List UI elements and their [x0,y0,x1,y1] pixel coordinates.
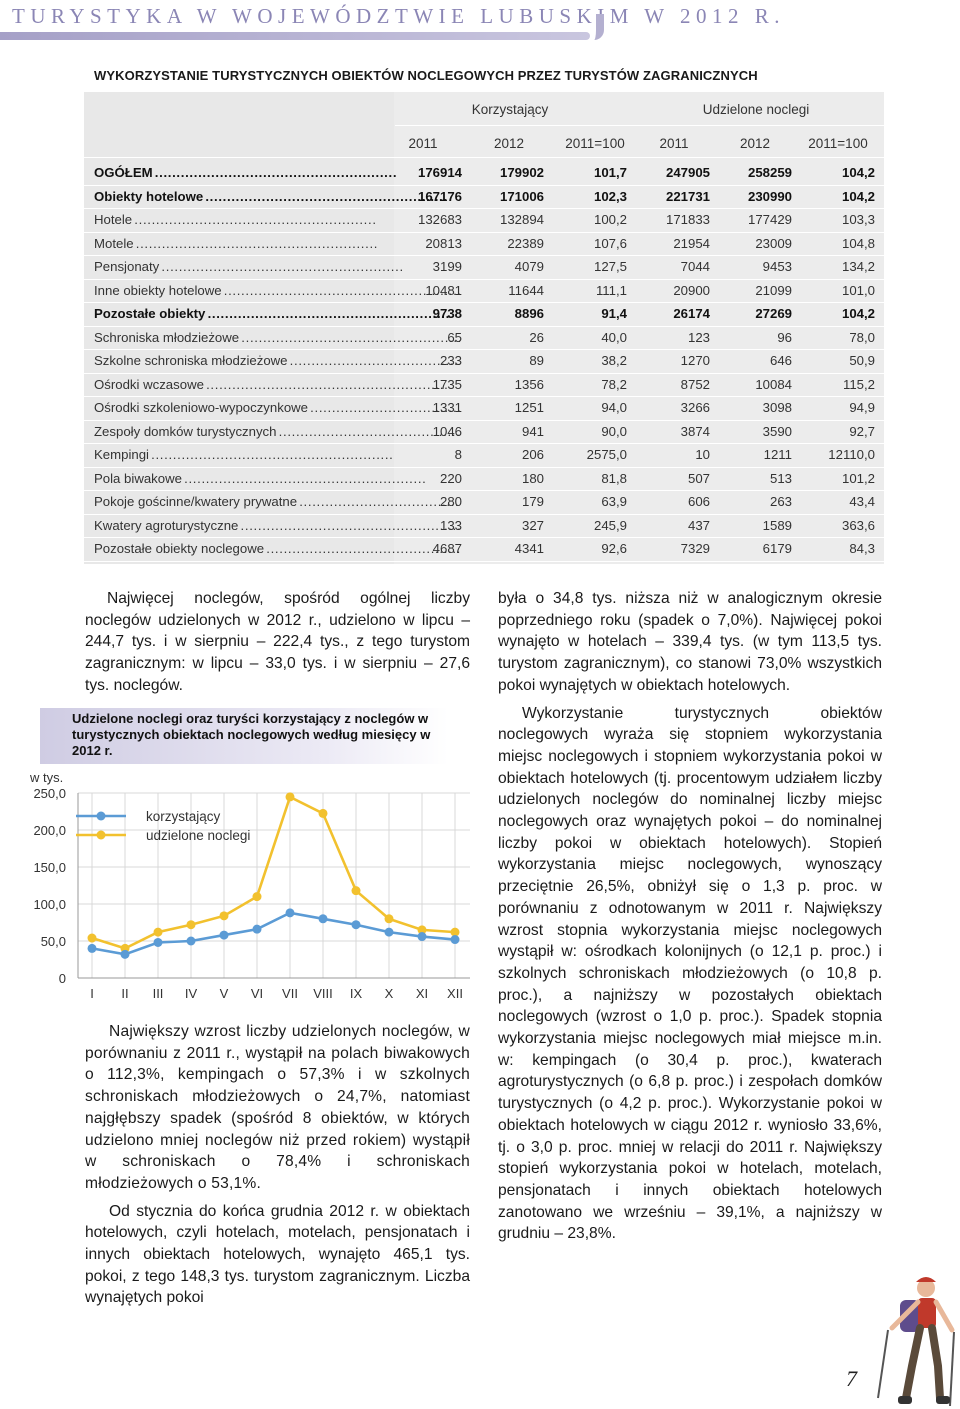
y-tick-label: 150,0 [33,860,66,875]
table-row [84,538,884,562]
data-point [319,914,328,923]
table-cell: 3590 [762,423,792,439]
data-point [451,935,460,944]
data-point [154,928,163,937]
row-label: Obiekty hotelowe . . . [94,189,460,204]
table-cell: 100,2 [593,212,627,227]
x-tick-label: IX [349,986,363,1001]
table-cell: 104,2 [841,165,875,180]
table-cell: 6179 [762,541,792,556]
legend-label: korzystający [146,809,221,824]
data-point [187,937,196,946]
table-cell: 96 [777,329,792,345]
table-cell: 89 [529,353,544,368]
page-header [0,0,960,44]
paragraph-growth: Największy wzrost liczby udzielonych noclegów, w porównaniu z 2011 r., wystąpił na polach biwakowych o 112,3%, kempingach o 57,3% i w szkolnych schroniskach młodzieżowych o 24,7%, natomiast najgłębszy spadek (spośród 8 obiektów, w których udzielono mniej noclegów niż przed rokiem) wystąpił w schroniskach o 78,4% i schroniskach młodzieżowych o 53,1%. [85,1023,470,1192]
table-cell: 10084 [755,376,792,392]
table-cell: 171833 [665,212,710,227]
data-point [220,911,229,920]
data-point [88,944,97,953]
table-row [84,468,884,492]
table-cell: 21954 [673,235,710,251]
table-row [84,444,884,468]
legend-label: udzielone noclegi [146,828,251,843]
table-cell: 111,1 [595,282,627,298]
table-cell: 1735 [432,376,462,392]
hiker-illustration [876,1270,960,1409]
table-cell: 437 [687,517,710,533]
table-cell: 233 [439,353,462,368]
row-label: Ośrodki szkoleniowo-wypoczynkowe . . . [94,400,460,415]
x-tick-label: XII [447,986,463,1001]
table-cell: 43,4 [849,494,875,509]
table-cell: 4079 [514,259,544,274]
sub-header: 2012 [739,136,771,151]
table-cell: 8752 [680,376,710,392]
table-cell: 179 [521,494,544,509]
table-cell: 167176 [417,188,462,204]
data-point [121,950,130,959]
data-point [385,928,394,937]
table-cell: 177429 [747,212,792,227]
table-cell: 8 [454,447,462,462]
series-line [92,913,455,954]
paragraph-rooms-continued: była o 34,8 tys. niższa niż w analogicznym okresie poprzedniego roku (spadek o 7,0%). Najwięcej pokoi wynajęto w hotelach – 339,4 tys. (w tym 113,5 tys. turystom zagranicznym), co stanowi 73,0% wszystkich pokoi wynajętych w obiektach hotelowych. [498,590,882,694]
table-cell: 23009 [755,235,792,251]
header-bar-end [574,14,604,40]
table-cell: 3199 [432,259,462,274]
x-tick-label: X [384,986,394,1001]
x-tick-label: XI [415,986,429,1001]
table-cell: 263 [769,494,792,509]
y-tick-label: 50,0 [40,934,66,949]
table-cell: 22389 [507,235,544,251]
sub-header: 2011=100 [565,136,625,151]
table-cell: 10481 [425,282,462,298]
table-cell: 104,2 [841,306,875,321]
table-cell: 9738 [432,306,462,321]
table-cell: 84,3 [849,541,875,556]
table-cell: 92,7 [849,423,875,439]
table-cell: 127,5 [593,259,627,274]
table-cell: 3098 [762,400,792,415]
table-cell: 65 [447,329,462,345]
row-label: Inne obiekty hotelowe . . . [94,283,460,298]
row-label: Szkolne schroniska młodzieżowe . . . [94,353,460,368]
data-point [220,931,229,940]
data-point [286,908,295,917]
table-cell: 94,0 [601,400,627,415]
row-separator [84,561,884,562]
table-cell: 132894 [499,212,544,227]
row-label: Ośrodki wczasowe . . . [94,377,460,392]
table-row [84,256,884,280]
table-cell: 646 [769,353,792,368]
table-row [84,491,884,515]
data-point [352,886,361,895]
row-label: Pozostałe obiekty noclegowe . . . [94,541,460,556]
table-cell: 1331 [432,400,462,415]
data-point [187,920,196,929]
x-tick-label: VI [250,986,264,1001]
table-cell: 8896 [514,306,544,321]
table-cell: 101,7 [593,165,627,180]
table-cell: 104,8 [841,235,875,251]
table-cell: 1356 [514,376,544,392]
table-cell: 103,3 [841,212,875,227]
table-cell: 179902 [499,165,544,180]
table-row [84,186,884,210]
table-cell: 176914 [417,165,462,180]
table-cell: 20813 [425,235,462,251]
data-point [253,925,262,934]
header-title: TURYSTYKA W WOJEWÓDZTWIE LUBUSKIM W 2012 R. [12,4,785,28]
table-row [84,280,884,304]
table-cell: 941 [521,423,544,439]
left-column-text [85,1021,470,1315]
table-cell: 63,9 [601,494,627,509]
group-header-korzystajacy: Korzystający [471,102,549,117]
chart-title: Udzielone noclegi oraz turyści korzystający z noclegów w turystycznych obiektach noclegowych według miesięcy w 2012 r. [72,711,431,758]
table-cell: 104,2 [841,188,875,204]
table-title: WYKORZYSTANIE TURYSTYCZNYCH OBIEKTÓW NOCLEGOWYCH PRZEZ TURYSTÓW ZAGRANICZNYCH [94,68,758,83]
table-cell: 9453 [762,259,792,274]
table-cell: 1589 [762,517,792,533]
paragraph-utilization: Wykorzystanie turystycznych obiektów noclegowych wyraża się stopniem wykorzystania miejsc noclegowych i stopniem wykorzystania pokoi w obiektach hotelowych (tj. procentowym udziałem liczby udzielonych noclegów do nominalnej liczby miejsc noclegowych oraz wynajętych pokoi – do nominalnej liczby pokoi w obiektach hotelowych). Stopień wykorzystania miejsc noclegowych, wynoszący przeciętnie 26,5%, obniżył się o 1,3 p. proc. w porównaniu z odnotowanym w 2011 r. Największy wzrost stopnia wykorzystania miejsc noclegowych wystąpił w: ośrodkach kolonijnych (o 12,1 p. proc.) i szkolnych schroniskach młodzieżowych (o 10,8 p. proc.), a najniższy w pozostałych obiektach noclegowych (wzrost o 1,0 p. proc.). Spadek stopnia wykorzystania miejsc noclegowych miał miejsce m.in. w: kempingach (o 30,4 p. proc.), kwaterach agroturystycznych (o 6,8 p. proc.) i zespołach domków turystycznych (o 4,2 p. proc.). Wykorzystanie pokoi w obiektach hotelowych w ciągu 2012 r. wyniosło 33,6%, tj. o 3,0 p. proc. mniej w relacji do 2011 r. Największy stopień wykorzystania pokoi w hotelach, motelach, pensjonatach i innych obiektach hotelowych zanotowano we wrześniu – 39,1%, a najniższy w grudniu – 23,8%. [498,704,882,1243]
table-cell: 258259 [747,165,792,180]
table-cell: 91,4 [601,306,627,321]
x-tick-label: III [152,986,164,1001]
row-label: Zespoły domków turystycznych . . . [94,424,460,439]
group-header-udzielone: Udzielone noclegi [702,102,810,117]
table-cell: 12110,0 [828,447,875,462]
table-cell: 3874 [680,423,710,439]
table-cell: 4687 [432,541,462,556]
table-cell: 206 [521,447,544,462]
table-row [84,397,884,421]
header-bar [0,32,590,40]
table-cell: 1046 [432,423,462,439]
table-cell: 101,0 [841,282,875,298]
table-row [84,233,884,257]
row-label: Pola biwakowe . . . [94,471,460,486]
table-cell: 94,9 [849,400,875,415]
table-row [84,421,884,445]
table-cell: 11644 [508,282,544,298]
table-cell: 1270 [680,353,710,368]
table-row [84,209,884,233]
table-cell: 1251 [514,400,544,415]
table-cell: 4341 [514,541,544,556]
data-point [319,809,328,818]
table-cell: 107,6 [593,235,627,251]
sub-header: 2012 [493,136,525,151]
table-row [84,350,884,374]
table-cell: 38,2 [601,353,627,368]
table-row [84,515,884,539]
row-label: Hotele . . . [94,212,460,227]
table-row [84,327,884,351]
x-tick-label: II [121,986,129,1001]
data-point [154,938,163,947]
x-tick-label: VII [282,986,298,1001]
table-cell: 115,2 [842,376,875,392]
table-cell: 26174 [673,306,710,321]
right-column-text [498,588,882,1251]
legend-marker [97,812,106,821]
table-cell: 134,2 [841,259,875,274]
table-cell: 102,3 [593,188,627,204]
paragraph-nights-summary: Najwięcej noclegów, spośród ogólnej liczby noclegów udzielonych w 2012 r., udzielono w lipcu – 244,7 tys. i w sierpniu – 222,4 tys., z tego turystom zagranicznym: w lipcu – 33,0 tys. i w sierpniu – 27,6 tys. noclegów. [85,590,470,694]
table-row [84,374,884,398]
x-tick-label: VIII [313,986,333,1001]
table-cell: 133 [439,517,462,533]
sub-header: 2011 [408,136,438,151]
data-point [88,934,97,943]
table-cell: 10 [695,447,710,462]
data-point [286,792,295,801]
data-point [385,914,394,923]
table-cell: 327 [521,517,544,533]
table-cell: 7329 [680,541,710,556]
legend-marker [97,831,106,840]
table-cell: 363,6 [841,517,875,533]
y-tick-label: 200,0 [33,823,66,838]
table-cell: 123 [687,329,710,345]
table-cell: 606 [687,494,710,509]
table-row [84,303,884,327]
sub-header: 2011=100 [808,136,868,151]
table-cell: 247905 [665,165,710,180]
row-label: Pozostałe obiekty . . . [94,306,460,321]
paragraph-rooms: Od stycznia do końca grudnia 2012 r. w obiektach hotelowych, czyli hotelach, motelach, pensjonatach i innych obiektach hotelowych, wynajęto 465,1 tys. pokoi, z tego 148,3 tys. turystom zagranicznym. Liczba wynajętych pokoi [85,1202,470,1307]
table-cell: 171006 [499,188,544,204]
y-tick-label: 250,0 [33,786,66,801]
table-cell: 1211 [763,447,792,462]
table-cell: 220 [439,470,462,486]
table-cell: 50,9 [849,353,875,368]
table-cell: 230990 [747,188,792,204]
table-cell: 40,0 [601,329,627,345]
table-cell: 20900 [673,282,710,298]
y-axis-label: w tys. [30,770,64,785]
table-cell: 513 [769,470,792,486]
table-cell: 3266 [680,400,710,415]
table-cell: 78,2 [601,376,627,392]
row-label: Pokoje gościnne/kwatery prywatne . . . [94,494,460,509]
table-cell: 132683 [417,212,462,227]
row-label: Schroniska młodzieżowe . . . [94,330,460,345]
table-cell: 101,2 [841,470,875,486]
data-point [352,920,361,929]
row-label: Kempingi . . . [94,447,460,462]
row-label: Kwatery agroturystyczne . . . [94,518,460,533]
table-cell: 2575,0 [586,447,627,462]
table-cell: 78,0 [849,329,875,345]
table-cell: 26 [529,329,544,345]
sub-header: 2011 [659,136,689,151]
table-cell: 221731 [665,188,710,204]
table-cell: 7044 [680,259,710,274]
data-point [253,892,262,901]
table-cell: 21099 [755,282,792,298]
page-number: 7 [846,1366,857,1391]
x-tick-label: IV [184,986,198,1001]
table-cell: 280 [439,494,462,509]
row-label: Motele . . . [94,236,460,251]
table-cell: 180 [521,470,544,486]
x-tick-label: I [90,986,94,1001]
row-label: Pensjonaty . . . [94,259,460,274]
row-label: OGÓŁEM . . . [94,165,460,180]
table-row [84,162,884,186]
data-point [418,932,427,941]
table-cell: 81,8 [601,470,627,486]
table-cell: 90,0 [601,423,627,439]
y-tick-label: 100,0 [33,897,66,912]
line-chart [20,766,480,1006]
table-cell: 507 [687,470,710,486]
table-cell: 92,6 [601,541,627,556]
table-cell: 245,9 [593,517,627,533]
table-cell: 27269 [755,306,792,321]
y-tick-label: 0 [58,971,66,986]
x-tick-label: V [219,986,229,1001]
